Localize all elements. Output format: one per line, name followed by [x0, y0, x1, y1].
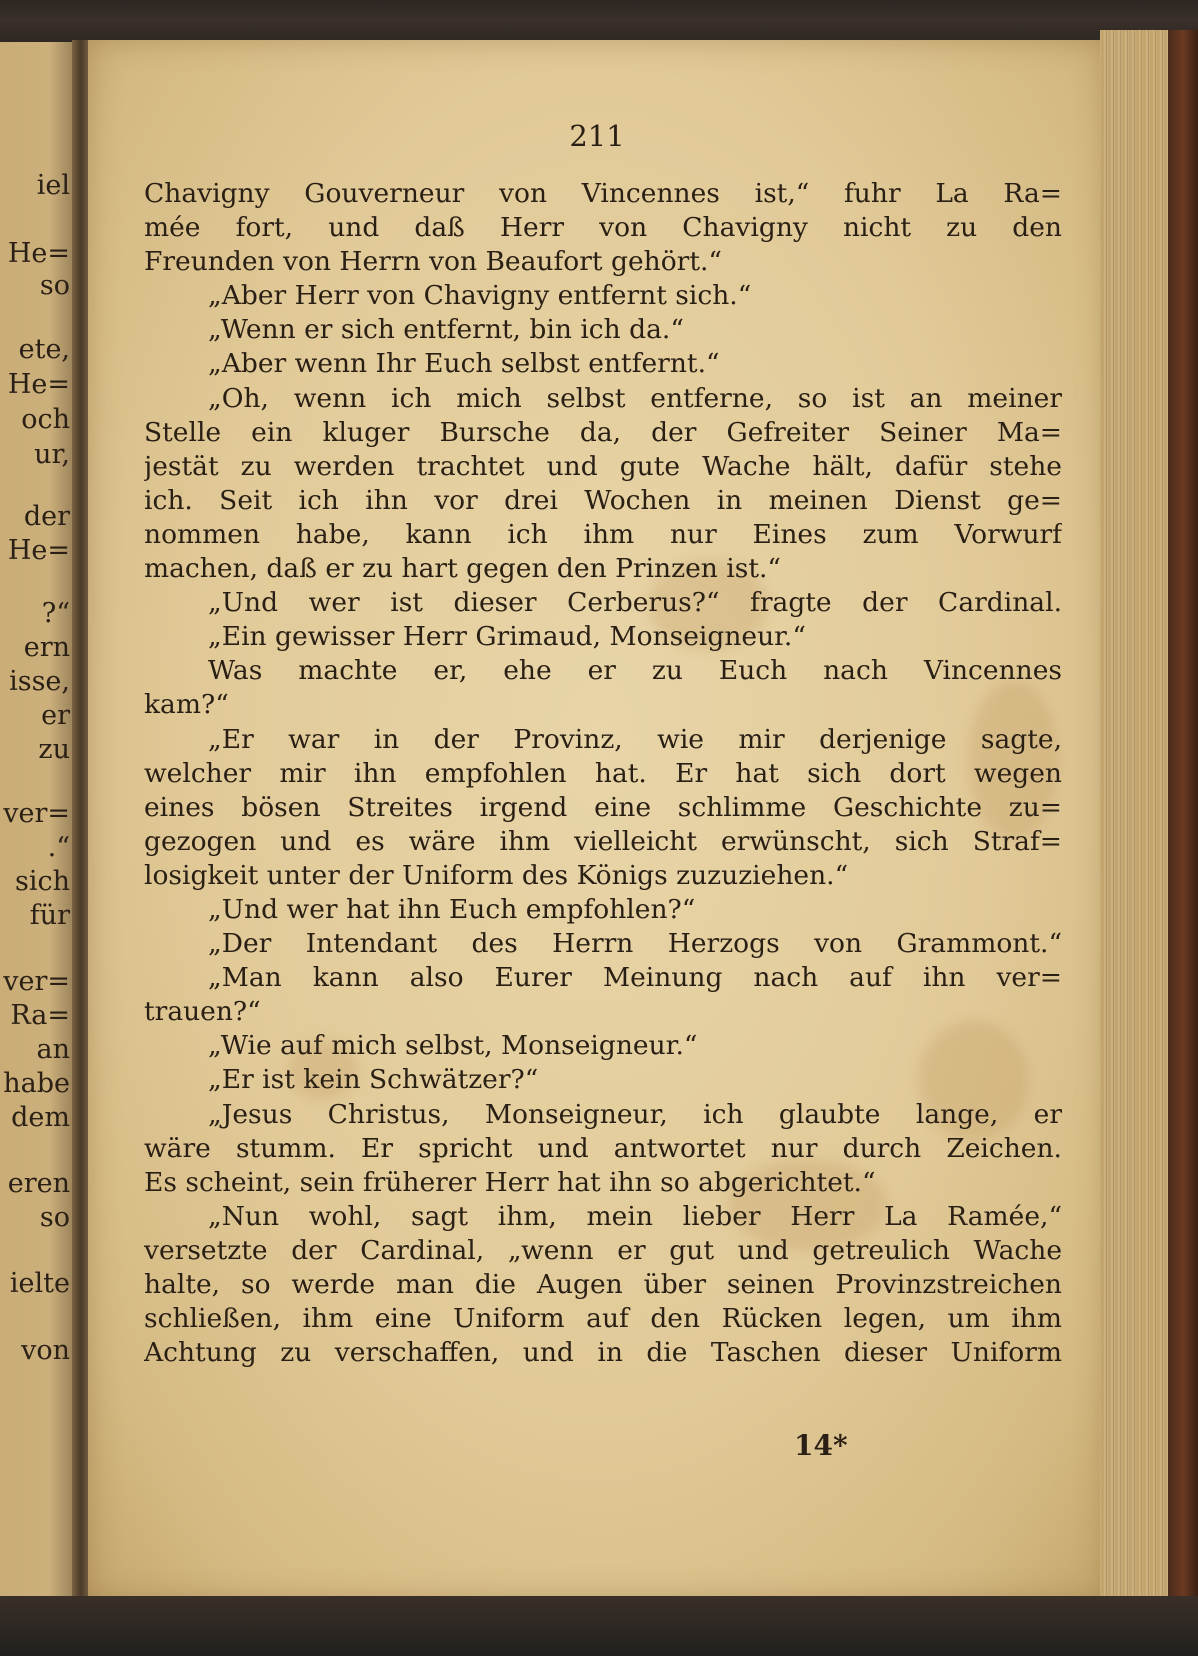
- text-line: schließen, ihm eine Uniform auf den Rücken legen, um ihm: [144, 1303, 1062, 1335]
- left-page-fragment: ete,: [18, 334, 70, 365]
- left-page-fragment: er: [41, 700, 70, 731]
- left-page-fragment: He=: [7, 238, 70, 269]
- text-line: Achtung zu verschaffen, und in die Taschen dieser Uniform: [144, 1337, 1062, 1369]
- text-line: mée fort, und daß Herr von Chavigny nicht zu den: [144, 212, 1062, 244]
- left-page-fragment: sich: [14, 866, 70, 897]
- text-line: „Wenn er sich entfernt, bin ich da.“: [208, 314, 684, 346]
- text-line: trauen?“: [144, 996, 261, 1028]
- text-line: Chavigny Gouverneur von Vincennes ist,“ fuhr La Ra=: [144, 178, 1062, 209]
- left-page-fragment: ver=: [3, 798, 70, 829]
- left-page-fragment: iel: [36, 170, 70, 201]
- left-page-fragment: eren: [7, 1168, 70, 1199]
- text-line: „Nun wohl, sagt ihm, mein lieber Herr La Ramée,“: [208, 1200, 1062, 1232]
- text-line: wäre stumm. Er spricht und antwortet nur durch Zeichen.: [144, 1132, 1062, 1164]
- left-page-fragment: so: [39, 270, 70, 301]
- text-line: nommen habe, kann ich ihm nur Eines zum Vorwurf: [144, 518, 1062, 550]
- text-line: „Aber Herr von Chavigny entfernt sich.“: [208, 280, 752, 312]
- text-line: „Man kann also Eurer Meinung nach auf ihn ver=: [208, 962, 1062, 994]
- body-text: [144, 177, 1062, 1370]
- text-line: halte, so werde man die Augen über seinen Provinzstreichen: [144, 1269, 1062, 1300]
- left-page-fragment: an: [36, 1034, 70, 1065]
- text-line: versetzte der Cardinal, „wenn er gut und getreulich Wache: [144, 1234, 1062, 1266]
- right-page: [88, 40, 1106, 1600]
- left-page-fragment: so: [39, 1202, 70, 1233]
- left-page-fragment: ?“: [41, 598, 70, 629]
- left-page-fragment: och: [21, 404, 70, 435]
- sheet-signature: 14*: [794, 1429, 848, 1462]
- page-edges: [1100, 30, 1175, 1620]
- left-page-fragment: ver=: [3, 966, 70, 997]
- text-line: „Er ist kein Schwätzer?“: [208, 1064, 539, 1096]
- text-line: jestät zu werden trachtet und gute Wache hält, dafür stehe: [144, 450, 1062, 482]
- bottom-background: [0, 1596, 1198, 1656]
- left-page-fragment: He=: [7, 535, 70, 566]
- text-line: Freunden von Herrn von Beaufort gehört.“: [144, 246, 722, 278]
- text-line: „Aber wenn Ihr Euch selbst entfernt.“: [208, 348, 720, 380]
- left-page-fragment: dem: [11, 1102, 70, 1133]
- left-page-fragment: He=: [7, 369, 70, 400]
- text-line: ich. Seit ich ihn vor drei Wochen in meinen Dienst ge=: [144, 484, 1062, 516]
- text-line: „Und wer hat ihn Euch empfohlen?“: [208, 893, 696, 925]
- text-line: Es scheint, sein früherer Herr hat ihn so abgerichtet.“: [144, 1166, 876, 1198]
- text-line: „Und wer ist dieser Cerberus?“ fragte der Cardinal.: [208, 587, 1062, 619]
- text-line: „Der Intendant des Herrn Herzogs von Grammont.“: [208, 928, 1062, 960]
- text-line: „Oh, wenn ich mich selbst entferne, so ist an meiner: [208, 382, 1062, 414]
- left-page-fragment: ern: [23, 632, 70, 663]
- page-number: 211: [569, 119, 625, 153]
- left-page-fragment: der: [23, 501, 70, 532]
- left-facing-page: [0, 42, 82, 1602]
- text-line: welcher mir ihn empfohlen hat. Er hat sich dort wegen: [144, 757, 1062, 789]
- text-line: Was machte er, ehe er zu Euch nach Vincennes: [208, 655, 1062, 687]
- left-page-fragment: .“: [47, 832, 70, 863]
- left-page-fragment: von: [21, 1335, 70, 1366]
- text-line: Stelle ein kluger Bursche da, der Gefreiter Seiner Ma=: [144, 416, 1062, 448]
- text-line: machen, daß er zu hart gegen den Prinzen ist.“: [144, 553, 781, 585]
- left-page-fragment: Ra=: [10, 1000, 70, 1031]
- text-line: kam?“: [144, 689, 229, 721]
- text-line: gezogen und es wäre ihm vielleicht erwünscht, sich Straf=: [144, 825, 1062, 857]
- text-line: „Er war in der Provinz, wie mir derjenige sagte,: [208, 723, 1062, 755]
- text-line: „Wie auf mich selbst, Monseigneur.“: [208, 1030, 698, 1062]
- left-page-fragment: zu: [38, 734, 70, 765]
- left-page-fragment: isse,: [9, 666, 70, 697]
- text-line: losigkeit unter der Uniform des Königs zuzuziehen.“: [144, 859, 849, 891]
- text-line: „Jesus Christus, Monseigneur, ich glaubte lange, er: [208, 1098, 1062, 1130]
- text-line: eines bösen Streites irgend eine schlimme Geschichte zu=: [144, 791, 1062, 823]
- left-page-fragment: ur,: [34, 439, 70, 470]
- text-line: „Ein gewisser Herr Grimaud, Monseigneur.“: [208, 621, 806, 653]
- left-page-fragment: habe: [3, 1068, 70, 1099]
- left-page-fragment: für: [29, 900, 70, 931]
- left-page-fragment: ielte: [9, 1268, 70, 1299]
- book-cover-edge: [1168, 30, 1198, 1630]
